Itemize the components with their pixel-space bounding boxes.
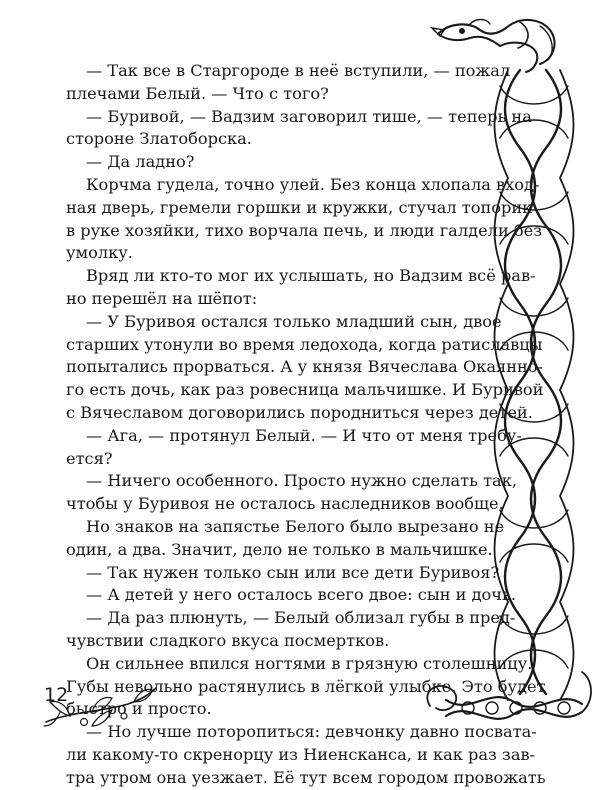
text-line: ли какому-то скренорцу из Ниенсканса, и как раз зав- (66, 744, 536, 764)
text-line: ная дверь, гремели горшки и кружки, стучал топорик (66, 197, 533, 217)
text-line: попытались прорваться. А у князя Вячеслава Окаянно- (66, 357, 543, 377)
text-line: старших утонули во время ледохода, когда ратиславцы (66, 334, 543, 354)
text-line: быстро и просто. (66, 699, 212, 719)
text-line: — Да раз плюнуть, — Белый облизал губы в пред- (86, 608, 516, 628)
text-line: умолку. (66, 243, 133, 263)
text-line: — У Буривоя остался только младший сын, двое (86, 311, 502, 331)
text-line: — Так все в Старгороде в неё вступили, — пожал (86, 61, 511, 80)
text-line: тра утром она уезжает. Её тут всем городом провожать (66, 767, 546, 787)
text-line: — Так нужен только сын или все дети Буривоя? (86, 562, 500, 582)
text-line: чтобы у Буривоя не осталось наследников вообще. (66, 494, 504, 514)
text-line: го есть дочь, как раз ровесница мальчишке. И Буривой (66, 380, 544, 400)
text-line: Он сильнее впился ногтями в грязную столешницу. (86, 653, 533, 673)
text-line: Корчма гудела, точно улей. Без конца хлопала вход- (86, 174, 540, 194)
text-line: плечами Белый. — Что с того? (66, 83, 329, 103)
text-line: стороне Златоборска. (66, 129, 252, 149)
text-line: в руке хозяйки, тихо ворчала печь, и люди галдели без (66, 220, 543, 240)
text-line: чувствии сладкого вкуса посмертков. (66, 630, 390, 650)
text-line: — Но лучше поторопиться: девчонку давно посвата- (86, 722, 537, 742)
text-line: но перешёл на шёпот: (66, 288, 258, 308)
text-line: Губы невольно растянулись в лёгкой улыбке. Это будет (66, 676, 546, 696)
text-line: с Вячеславом договорились породниться через детей. (66, 402, 533, 422)
text-line: один, а два. Значит, дело не только в мальчишке. (66, 539, 493, 559)
text-line: — Ничего особенного. Просто нужно сделать так, (86, 471, 517, 491)
text-line: ется? (66, 448, 113, 468)
text-line: Но знаков на запястье Белого было вырезано не (86, 516, 505, 536)
text-line: — Буривой, — Вадзим заговорил тише, — теперь на (86, 106, 532, 126)
page-number: 12 (44, 684, 69, 706)
text-line: Вряд ли кто-то мог их услышать, но Вадзим всё рав- (86, 266, 536, 286)
body-text (66, 60, 546, 790)
text-line: — Да ладно? (86, 152, 195, 172)
text-line: — А детей у него осталось всего двое: сын и дочь. (86, 585, 516, 605)
text-line: — Ага, — протянул Белый. — И что от меня требу- (86, 425, 522, 445)
